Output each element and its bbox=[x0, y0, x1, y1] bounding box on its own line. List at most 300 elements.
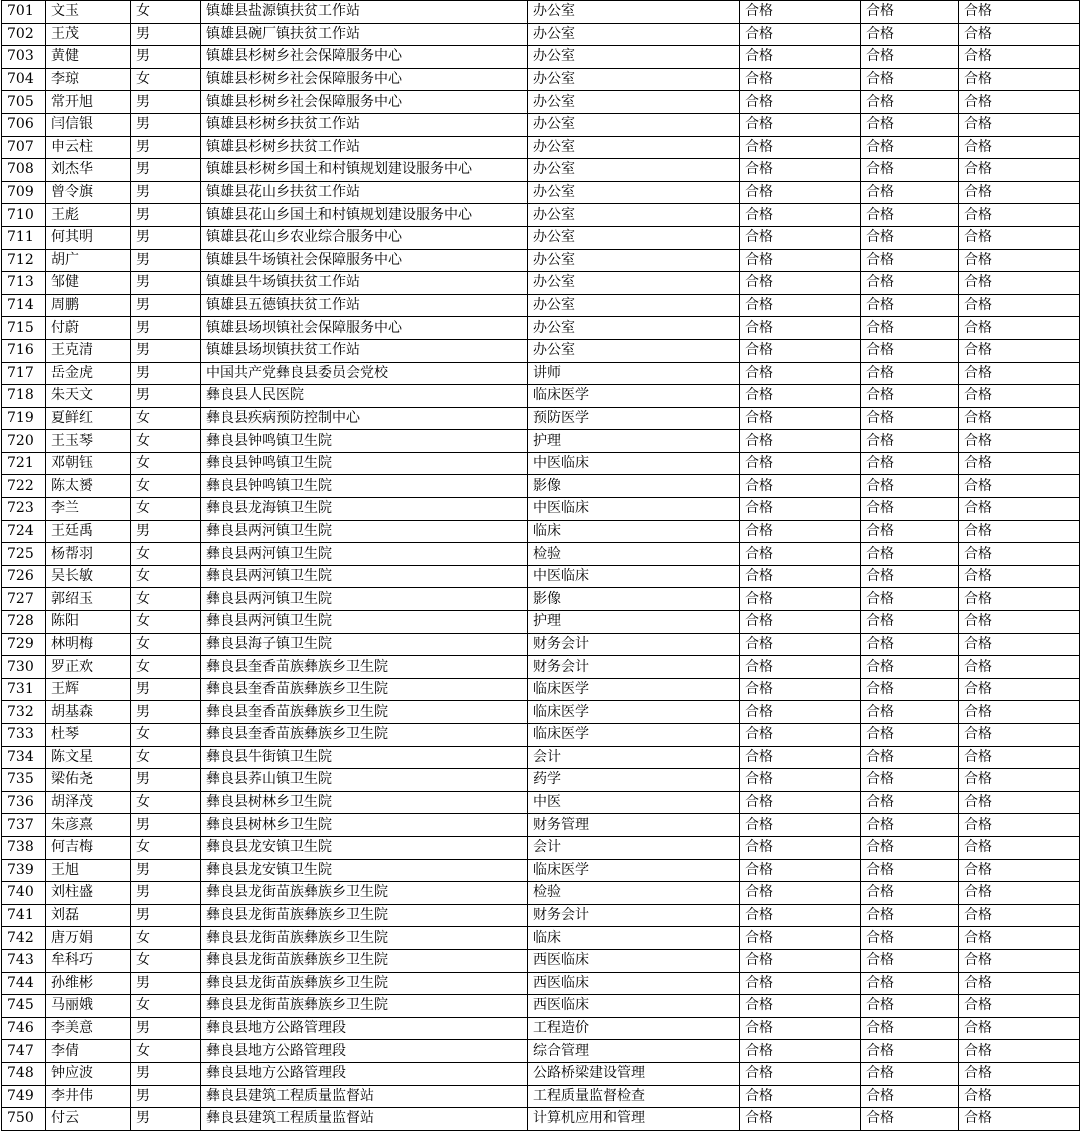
table-row bbox=[2, 339, 1080, 362]
result-cell-2: 合格 bbox=[861, 181, 959, 204]
unit-cell: 彝良县牛街镇卫生院 bbox=[201, 746, 528, 769]
result-cell-2: 合格 bbox=[861, 430, 959, 453]
result-cell-1: 合格 bbox=[740, 1040, 861, 1063]
result-cell-3: 合格 bbox=[959, 362, 1080, 385]
result-cell-3: 合格 bbox=[959, 791, 1080, 814]
result-cell-1: 合格 bbox=[740, 927, 861, 950]
serial-cell: 737 bbox=[2, 814, 46, 837]
result-cell-2: 合格 bbox=[861, 294, 959, 317]
gender-cell: 女 bbox=[131, 588, 201, 611]
result-cell-1: 合格 bbox=[740, 362, 861, 385]
name-cell: 闫信银 bbox=[46, 113, 131, 136]
position-cell: 临床医学 bbox=[528, 724, 740, 747]
result-cell-2: 合格 bbox=[861, 1062, 959, 1085]
result-cell-3: 合格 bbox=[959, 859, 1080, 882]
unit-cell: 镇雄县杉树乡扶贫工作站 bbox=[201, 113, 528, 136]
result-cell-3: 合格 bbox=[959, 91, 1080, 114]
gender-cell: 女 bbox=[131, 543, 201, 566]
name-cell: 王玉琴 bbox=[46, 430, 131, 453]
position-cell: 临床 bbox=[528, 520, 740, 543]
name-cell: 刘杰华 bbox=[46, 159, 131, 182]
result-cell-1: 合格 bbox=[740, 678, 861, 701]
position-cell: 办公室 bbox=[528, 294, 740, 317]
gender-cell: 女 bbox=[131, 633, 201, 656]
serial-cell: 725 bbox=[2, 543, 46, 566]
unit-cell: 彝良县奎香苗族彝族乡卫生院 bbox=[201, 701, 528, 724]
result-cell-1: 合格 bbox=[740, 746, 861, 769]
result-cell-1: 合格 bbox=[740, 430, 861, 453]
result-cell-3: 合格 bbox=[959, 68, 1080, 91]
result-cell-2: 合格 bbox=[861, 204, 959, 227]
result-cell-1: 合格 bbox=[740, 204, 861, 227]
name-cell: 王廷禹 bbox=[46, 520, 131, 543]
position-cell: 护理 bbox=[528, 430, 740, 453]
result-cell-2: 合格 bbox=[861, 1040, 959, 1063]
result-cell-1: 合格 bbox=[740, 995, 861, 1018]
result-cell-3: 合格 bbox=[959, 1062, 1080, 1085]
result-cell-2: 合格 bbox=[861, 272, 959, 295]
result-cell-2: 合格 bbox=[861, 136, 959, 159]
name-cell: 李琼 bbox=[46, 68, 131, 91]
gender-cell: 男 bbox=[131, 317, 201, 340]
name-cell: 梁佑尧 bbox=[46, 769, 131, 792]
result-cell-2: 合格 bbox=[861, 385, 959, 408]
serial-cell: 727 bbox=[2, 588, 46, 611]
table-row bbox=[2, 859, 1080, 882]
result-cell-1: 合格 bbox=[740, 452, 861, 475]
result-cell-3: 合格 bbox=[959, 927, 1080, 950]
table-row bbox=[2, 836, 1080, 859]
unit-cell: 彝良县荞山镇卫生院 bbox=[201, 769, 528, 792]
table-row bbox=[2, 791, 1080, 814]
result-cell-3: 合格 bbox=[959, 972, 1080, 995]
serial-cell: 749 bbox=[2, 1085, 46, 1108]
serial-cell: 723 bbox=[2, 498, 46, 521]
name-cell: 岳金虎 bbox=[46, 362, 131, 385]
result-cell-1: 合格 bbox=[740, 859, 861, 882]
serial-cell: 714 bbox=[2, 294, 46, 317]
name-cell: 孙维彬 bbox=[46, 972, 131, 995]
name-cell: 朱天文 bbox=[46, 385, 131, 408]
result-cell-3: 合格 bbox=[959, 588, 1080, 611]
result-cell-1: 合格 bbox=[740, 791, 861, 814]
serial-cell: 732 bbox=[2, 701, 46, 724]
serial-cell: 730 bbox=[2, 656, 46, 679]
name-cell: 常开旭 bbox=[46, 91, 131, 114]
unit-cell: 彝良县两河镇卫生院 bbox=[201, 588, 528, 611]
result-cell-1: 合格 bbox=[740, 520, 861, 543]
position-cell: 中医临床 bbox=[528, 498, 740, 521]
gender-cell: 男 bbox=[131, 181, 201, 204]
result-cell-3: 合格 bbox=[959, 520, 1080, 543]
gender-cell: 女 bbox=[131, 498, 201, 521]
serial-cell: 735 bbox=[2, 769, 46, 792]
unit-cell: 镇雄县五德镇扶贫工作站 bbox=[201, 294, 528, 317]
result-cell-2: 合格 bbox=[861, 724, 959, 747]
name-cell: 牟科巧 bbox=[46, 949, 131, 972]
table-row bbox=[2, 611, 1080, 634]
table-body bbox=[2, 1, 1080, 1131]
table-row bbox=[2, 385, 1080, 408]
table-row bbox=[2, 430, 1080, 453]
table-row bbox=[2, 362, 1080, 385]
unit-cell: 彝良县建筑工程质量监督站 bbox=[201, 1108, 528, 1131]
gender-cell: 男 bbox=[131, 249, 201, 272]
name-cell: 刘柱盛 bbox=[46, 882, 131, 905]
name-cell: 郭绍玉 bbox=[46, 588, 131, 611]
name-cell: 刘磊 bbox=[46, 904, 131, 927]
gender-cell: 男 bbox=[131, 520, 201, 543]
position-cell: 办公室 bbox=[528, 113, 740, 136]
name-cell: 何其明 bbox=[46, 226, 131, 249]
result-cell-3: 合格 bbox=[959, 498, 1080, 521]
result-cell-3: 合格 bbox=[959, 113, 1080, 136]
result-cell-3: 合格 bbox=[959, 701, 1080, 724]
unit-cell: 镇雄县牛场镇社会保障服务中心 bbox=[201, 249, 528, 272]
name-cell: 朱彦熹 bbox=[46, 814, 131, 837]
name-cell: 马丽娥 bbox=[46, 995, 131, 1018]
gender-cell: 男 bbox=[131, 1017, 201, 1040]
position-cell: 讲师 bbox=[528, 362, 740, 385]
roster-table bbox=[1, 0, 1080, 1131]
gender-cell: 男 bbox=[131, 204, 201, 227]
result-cell-3: 合格 bbox=[959, 1085, 1080, 1108]
serial-cell: 710 bbox=[2, 204, 46, 227]
serial-cell: 717 bbox=[2, 362, 46, 385]
unit-cell: 镇雄县场坝镇扶贫工作站 bbox=[201, 339, 528, 362]
result-cell-1: 合格 bbox=[740, 226, 861, 249]
result-cell-2: 合格 bbox=[861, 1108, 959, 1131]
result-cell-1: 合格 bbox=[740, 136, 861, 159]
name-cell: 文玉 bbox=[46, 1, 131, 24]
position-cell: 会计 bbox=[528, 746, 740, 769]
table-row bbox=[2, 204, 1080, 227]
name-cell: 杨帮羽 bbox=[46, 543, 131, 566]
name-cell: 钟应波 bbox=[46, 1062, 131, 1085]
gender-cell: 男 bbox=[131, 226, 201, 249]
unit-cell: 镇雄县杉树乡扶贫工作站 bbox=[201, 136, 528, 159]
result-cell-2: 合格 bbox=[861, 317, 959, 340]
name-cell: 李倩 bbox=[46, 1040, 131, 1063]
table-row bbox=[2, 701, 1080, 724]
name-cell: 吴长敏 bbox=[46, 565, 131, 588]
result-cell-2: 合格 bbox=[861, 91, 959, 114]
result-cell-1: 合格 bbox=[740, 1108, 861, 1131]
table-row bbox=[2, 181, 1080, 204]
position-cell: 综合管理 bbox=[528, 1040, 740, 1063]
gender-cell: 女 bbox=[131, 1040, 201, 1063]
result-cell-3: 合格 bbox=[959, 995, 1080, 1018]
serial-cell: 728 bbox=[2, 611, 46, 634]
serial-cell: 748 bbox=[2, 1062, 46, 1085]
result-cell-1: 合格 bbox=[740, 656, 861, 679]
serial-cell: 719 bbox=[2, 407, 46, 430]
result-cell-1: 合格 bbox=[740, 814, 861, 837]
result-cell-2: 合格 bbox=[861, 611, 959, 634]
result-cell-1: 合格 bbox=[740, 1085, 861, 1108]
table-row bbox=[2, 565, 1080, 588]
result-cell-3: 合格 bbox=[959, 565, 1080, 588]
unit-cell: 彝良县奎香苗族彝族乡卫生院 bbox=[201, 656, 528, 679]
name-cell: 何吉梅 bbox=[46, 836, 131, 859]
result-cell-2: 合格 bbox=[861, 159, 959, 182]
result-cell-2: 合格 bbox=[861, 791, 959, 814]
unit-cell: 彝良县钟鸣镇卫生院 bbox=[201, 475, 528, 498]
unit-cell: 镇雄县杉树乡国土和村镇规划建设服务中心 bbox=[201, 159, 528, 182]
name-cell: 黄健 bbox=[46, 46, 131, 69]
position-cell: 影像 bbox=[528, 475, 740, 498]
result-cell-2: 合格 bbox=[861, 520, 959, 543]
position-cell: 办公室 bbox=[528, 136, 740, 159]
position-cell: 财务会计 bbox=[528, 656, 740, 679]
result-cell-1: 合格 bbox=[740, 159, 861, 182]
result-cell-3: 合格 bbox=[959, 385, 1080, 408]
result-cell-3: 合格 bbox=[959, 452, 1080, 475]
position-cell: 办公室 bbox=[528, 226, 740, 249]
result-cell-2: 合格 bbox=[861, 927, 959, 950]
unit-cell: 彝良县两河镇卫生院 bbox=[201, 565, 528, 588]
table-row bbox=[2, 91, 1080, 114]
table-row bbox=[2, 656, 1080, 679]
gender-cell: 女 bbox=[131, 68, 201, 91]
unit-cell: 彝良县奎香苗族彝族乡卫生院 bbox=[201, 724, 528, 747]
unit-cell: 彝良县龙街苗族彝族乡卫生院 bbox=[201, 995, 528, 1018]
name-cell: 付蔚 bbox=[46, 317, 131, 340]
result-cell-2: 合格 bbox=[861, 995, 959, 1018]
name-cell: 王旭 bbox=[46, 859, 131, 882]
result-cell-2: 合格 bbox=[861, 543, 959, 566]
result-cell-2: 合格 bbox=[861, 814, 959, 837]
unit-cell: 彝良县地方公路管理段 bbox=[201, 1062, 528, 1085]
result-cell-3: 合格 bbox=[959, 882, 1080, 905]
gender-cell: 男 bbox=[131, 1085, 201, 1108]
position-cell: 办公室 bbox=[528, 249, 740, 272]
serial-cell: 702 bbox=[2, 23, 46, 46]
serial-cell: 709 bbox=[2, 181, 46, 204]
result-cell-2: 合格 bbox=[861, 68, 959, 91]
gender-cell: 女 bbox=[131, 611, 201, 634]
unit-cell: 彝良县疾病预防控制中心 bbox=[201, 407, 528, 430]
result-cell-1: 合格 bbox=[740, 611, 861, 634]
result-cell-3: 合格 bbox=[959, 272, 1080, 295]
name-cell: 曾令旗 bbox=[46, 181, 131, 204]
position-cell: 中医临床 bbox=[528, 452, 740, 475]
result-cell-3: 合格 bbox=[959, 159, 1080, 182]
unit-cell: 镇雄县碗厂镇扶贫工作站 bbox=[201, 23, 528, 46]
gender-cell: 女 bbox=[131, 724, 201, 747]
unit-cell: 彝良县树林乡卫生院 bbox=[201, 791, 528, 814]
serial-cell: 747 bbox=[2, 1040, 46, 1063]
gender-cell: 男 bbox=[131, 701, 201, 724]
name-cell: 胡基森 bbox=[46, 701, 131, 724]
result-cell-1: 合格 bbox=[740, 1017, 861, 1040]
result-cell-2: 合格 bbox=[861, 1, 959, 24]
unit-cell: 镇雄县牛场镇扶贫工作站 bbox=[201, 272, 528, 295]
position-cell: 办公室 bbox=[528, 159, 740, 182]
result-cell-1: 合格 bbox=[740, 949, 861, 972]
unit-cell: 彝良县树林乡卫生院 bbox=[201, 814, 528, 837]
result-cell-3: 合格 bbox=[959, 949, 1080, 972]
serial-cell: 734 bbox=[2, 746, 46, 769]
result-cell-1: 合格 bbox=[740, 385, 861, 408]
table-row bbox=[2, 520, 1080, 543]
table-row bbox=[2, 475, 1080, 498]
table-row bbox=[2, 1017, 1080, 1040]
serial-cell: 711 bbox=[2, 226, 46, 249]
result-cell-3: 合格 bbox=[959, 430, 1080, 453]
result-cell-1: 合格 bbox=[740, 68, 861, 91]
unit-cell: 镇雄县盐源镇扶贫工作站 bbox=[201, 1, 528, 24]
name-cell: 申云柱 bbox=[46, 136, 131, 159]
serial-cell: 731 bbox=[2, 678, 46, 701]
name-cell: 邓朝钰 bbox=[46, 452, 131, 475]
table-row bbox=[2, 927, 1080, 950]
unit-cell: 彝良县龙街苗族彝族乡卫生院 bbox=[201, 949, 528, 972]
unit-cell: 彝良县人民医院 bbox=[201, 385, 528, 408]
position-cell: 工程质量监督检查 bbox=[528, 1085, 740, 1108]
unit-cell: 彝良县龙街苗族彝族乡卫生院 bbox=[201, 882, 528, 905]
result-cell-1: 合格 bbox=[740, 904, 861, 927]
table-row bbox=[2, 814, 1080, 837]
position-cell: 财务会计 bbox=[528, 633, 740, 656]
result-cell-3: 合格 bbox=[959, 611, 1080, 634]
table-row bbox=[2, 23, 1080, 46]
position-cell: 办公室 bbox=[528, 339, 740, 362]
serial-cell: 741 bbox=[2, 904, 46, 927]
serial-cell: 750 bbox=[2, 1108, 46, 1131]
unit-cell: 彝良县龙海镇卫生院 bbox=[201, 498, 528, 521]
position-cell: 办公室 bbox=[528, 272, 740, 295]
result-cell-1: 合格 bbox=[740, 724, 861, 747]
position-cell: 临床 bbox=[528, 927, 740, 950]
unit-cell: 镇雄县场坝镇社会保障服务中心 bbox=[201, 317, 528, 340]
name-cell: 陈太赟 bbox=[46, 475, 131, 498]
unit-cell: 彝良县龙街苗族彝族乡卫生院 bbox=[201, 927, 528, 950]
position-cell: 药学 bbox=[528, 769, 740, 792]
table-row bbox=[2, 543, 1080, 566]
serial-cell: 716 bbox=[2, 339, 46, 362]
serial-cell: 706 bbox=[2, 113, 46, 136]
position-cell: 检验 bbox=[528, 543, 740, 566]
serial-cell: 708 bbox=[2, 159, 46, 182]
table-row bbox=[2, 294, 1080, 317]
serial-cell: 736 bbox=[2, 791, 46, 814]
serial-cell: 738 bbox=[2, 836, 46, 859]
unit-cell: 彝良县龙街苗族彝族乡卫生院 bbox=[201, 904, 528, 927]
unit-cell: 彝良县奎香苗族彝族乡卫生院 bbox=[201, 678, 528, 701]
result-cell-1: 合格 bbox=[740, 407, 861, 430]
position-cell: 办公室 bbox=[528, 1, 740, 24]
position-cell: 检验 bbox=[528, 882, 740, 905]
table-row bbox=[2, 633, 1080, 656]
serial-cell: 740 bbox=[2, 882, 46, 905]
name-cell: 王克清 bbox=[46, 339, 131, 362]
result-cell-3: 合格 bbox=[959, 678, 1080, 701]
result-cell-2: 合格 bbox=[861, 46, 959, 69]
result-cell-2: 合格 bbox=[861, 859, 959, 882]
gender-cell: 男 bbox=[131, 1108, 201, 1131]
table-row bbox=[2, 1062, 1080, 1085]
result-cell-3: 合格 bbox=[959, 1040, 1080, 1063]
result-cell-1: 合格 bbox=[740, 565, 861, 588]
gender-cell: 男 bbox=[131, 972, 201, 995]
serial-cell: 704 bbox=[2, 68, 46, 91]
unit-cell: 镇雄县花山乡国土和村镇规划建设服务中心 bbox=[201, 204, 528, 227]
position-cell: 办公室 bbox=[528, 181, 740, 204]
result-cell-3: 合格 bbox=[959, 294, 1080, 317]
result-cell-2: 合格 bbox=[861, 972, 959, 995]
result-cell-1: 合格 bbox=[740, 633, 861, 656]
table-row bbox=[2, 226, 1080, 249]
result-cell-3: 合格 bbox=[959, 181, 1080, 204]
result-cell-3: 合格 bbox=[959, 226, 1080, 249]
name-cell: 夏鲜红 bbox=[46, 407, 131, 430]
result-cell-1: 合格 bbox=[740, 113, 861, 136]
result-cell-3: 合格 bbox=[959, 475, 1080, 498]
serial-cell: 743 bbox=[2, 949, 46, 972]
result-cell-3: 合格 bbox=[959, 1108, 1080, 1131]
gender-cell: 女 bbox=[131, 565, 201, 588]
position-cell: 西医临床 bbox=[528, 995, 740, 1018]
result-cell-1: 合格 bbox=[740, 836, 861, 859]
result-cell-1: 合格 bbox=[740, 23, 861, 46]
position-cell: 中医 bbox=[528, 791, 740, 814]
result-cell-3: 合格 bbox=[959, 769, 1080, 792]
gender-cell: 女 bbox=[131, 949, 201, 972]
result-cell-3: 合格 bbox=[959, 46, 1080, 69]
serial-cell: 744 bbox=[2, 972, 46, 995]
serial-cell: 729 bbox=[2, 633, 46, 656]
position-cell: 临床医学 bbox=[528, 678, 740, 701]
result-cell-1: 合格 bbox=[740, 588, 861, 611]
result-cell-3: 合格 bbox=[959, 249, 1080, 272]
unit-cell: 镇雄县花山乡扶贫工作站 bbox=[201, 181, 528, 204]
serial-cell: 718 bbox=[2, 385, 46, 408]
table-row bbox=[2, 452, 1080, 475]
gender-cell: 男 bbox=[131, 678, 201, 701]
result-cell-2: 合格 bbox=[861, 588, 959, 611]
name-cell: 罗正欢 bbox=[46, 656, 131, 679]
gender-cell: 女 bbox=[131, 656, 201, 679]
serial-cell: 701 bbox=[2, 1, 46, 24]
result-cell-3: 合格 bbox=[959, 23, 1080, 46]
result-cell-3: 合格 bbox=[959, 814, 1080, 837]
table-row bbox=[2, 746, 1080, 769]
result-cell-2: 合格 bbox=[861, 1017, 959, 1040]
result-cell-2: 合格 bbox=[861, 633, 959, 656]
position-cell: 办公室 bbox=[528, 46, 740, 69]
result-cell-3: 合格 bbox=[959, 407, 1080, 430]
gender-cell: 男 bbox=[131, 294, 201, 317]
serial-cell: 745 bbox=[2, 995, 46, 1018]
result-cell-2: 合格 bbox=[861, 475, 959, 498]
result-cell-1: 合格 bbox=[740, 882, 861, 905]
result-cell-3: 合格 bbox=[959, 136, 1080, 159]
result-cell-1: 合格 bbox=[740, 1062, 861, 1085]
unit-cell: 中国共产党彝良县委员会党校 bbox=[201, 362, 528, 385]
position-cell: 财务会计 bbox=[528, 904, 740, 927]
position-cell: 西医临床 bbox=[528, 972, 740, 995]
unit-cell: 彝良县龙安镇卫生院 bbox=[201, 859, 528, 882]
result-cell-1: 合格 bbox=[740, 46, 861, 69]
unit-cell: 彝良县两河镇卫生院 bbox=[201, 543, 528, 566]
serial-cell: 733 bbox=[2, 724, 46, 747]
result-cell-2: 合格 bbox=[861, 769, 959, 792]
name-cell: 王茂 bbox=[46, 23, 131, 46]
serial-cell: 721 bbox=[2, 452, 46, 475]
result-cell-3: 合格 bbox=[959, 836, 1080, 859]
name-cell: 付云 bbox=[46, 1108, 131, 1131]
